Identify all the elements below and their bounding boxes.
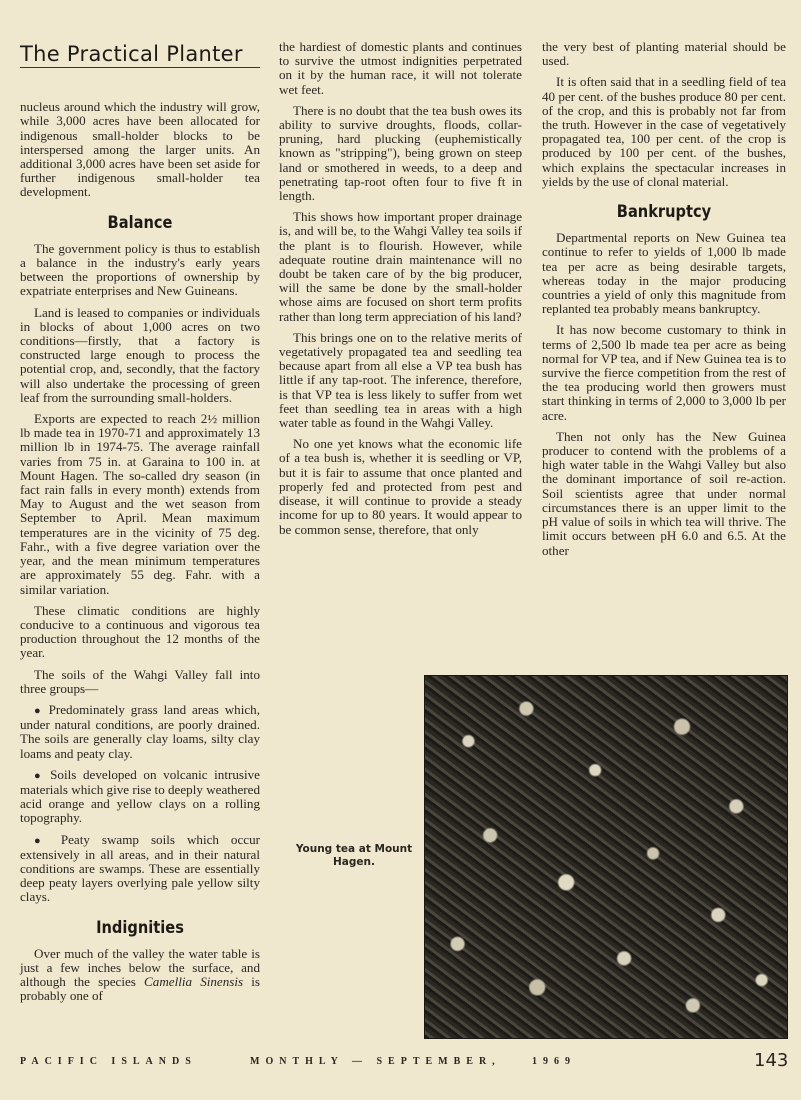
column-3 [542,40,786,565]
subheading-indignities: Indignities [96,917,184,938]
bullet-item [20,768,260,826]
subheading-bankruptcy: Bankruptcy [616,202,712,223]
subheading-balance: Balance [107,212,173,233]
species-name: Camellia Sinensis [144,974,244,990]
paragraph: These climatic conditions are highly conducive to a continuous and vigorous tea production throughout the 12 months of the year. [20,602,260,661]
paragraph: Land is leased to companies or individuals in blocks of about 1,000 acres on two conditions—firstly, that a factory is constructed large enough to process the potential crop, and, secondly, that the factory will also undertake the processing of green leaf from the surrounding small-holders. [20,304,260,405]
paragraph: There is no doubt that the tea bush owes its ability to survive droughts, floods, collar-pruning, hard plucking (euphemistically known as "stripping"), being grown on steep land or smothered in weeds, to a deep and penetrating tap-root often four to five ft in length. [279,102,522,204]
bullet-text: Soils developed on volcanic intrusive materials which give rise to deeply weathered acid orange and yellow clays on a rolling topography. [20,766,260,826]
paragraph: the very best of planting material should be used. [542,39,786,69]
column-2 [279,40,522,544]
text-run: Over much of the valley the water table is just a few inches below the surface, and although the species [20,945,260,990]
paragraph: No one yet knows what the economic life of a tea bush is, whether it is seedling or VP, but it is fair to assume that once planted and properly fed and protected from pest and disease, it will continue to provide a steady income for up to 80 years. It would appear to be common sense, therefore, that only [279,436,522,537]
paragraph: Exports are expected to reach 2½ million lb made tea in 1970-71 and approximately 13 million lb in 1974-75. The average rainfall varies from 75 in. at Garaina to 100 in. at Mount Hagen. The so-called dry season (in fact rain falls in every month) extends from May to August and the wet season from September to April. Mean maximum temperatures are in the vicinity of 75 deg. Fahr., with a five degree variation over the year, and the mean minimum temperatures are approximately 55 deg. Fahr. with a similar variation. [20,411,260,597]
paragraph [20,947,260,1004]
paragraph: This shows how important proper drainage is, and will be, to the Wahgi Valley tea soils if the plant is to flourish. However, while adequate routine drain maintenance will no doubt be taken care of by the big producer, will the same be done by the small-holder whose aims are focused on short term profits rather than long term appreciation of his land? [279,209,522,324]
column-1 [20,40,260,1011]
page-title: The Practical Planter [20,42,243,66]
paragraph: Then not only has the New Guinea producer to contend with the problems of a high water table in the Wahgi Valley but also the dominant importance of soil re-action. Soil scientists agree that under normal circumstances there is an upper limit to the pH value of soils in which tea will thrive. The limit occurs between pH 6.0 and 6.5. At the other [542,428,786,558]
page-number: 143 [754,1050,789,1071]
title-rule [20,67,260,68]
photo-caption: Young tea at Mount Hagen. [295,843,413,868]
paragraph: nucleus around which the industry will grow, while 3,000 acres have been allocated for indigenous small-holder blocks to be interspersed among the larger units. An additional 3,000 acres have been set aside for further indigenous small-holder tea development. [20,99,260,200]
text-run: is probably one of [20,974,260,1004]
paragraph: Departmental reports on New Guinea tea continue to refer to yields of 1,000 lb made tea per acre as being desirable targets, whereas today in the major producing countries a yield of only this magnitude from replanted tea probably means bankruptcy. [542,230,786,317]
tea-bushes-photo [424,675,788,1039]
paragraph: The government policy is thus to establish a balance in the industry's early years between the proportions of ownership by expatriate enterprises and New Guineans. [20,240,260,299]
paragraph: The soils of the Wahgi Valley fall into three groups— [20,666,260,696]
bullet-item [20,703,260,761]
footer-year: 1969 [532,1056,576,1067]
paragraph: This brings one on to the relative merits of vegetatively propagated tea and seedling tea because apart from all else a VP tea bush has little if any tap-root. The inference, therefore, is that VP tea is less likely to suffer from wet feet than seedling tea in areas with a high water table as found in the Wahgi Valley. [279,329,522,431]
paragraph: It has now become customary to think in terms of 2,500 lb made tea per acre as being normal for VP tea, and if New Guinea tea is to survive the fierce competition from the rest of the tea producing world then growers must start thinking in terms of 2,000 to 3,000 lb per acre. [542,322,786,423]
page-footer [20,1050,789,1074]
footer-magazine: PACIFIC ISLANDS [20,1056,197,1067]
bullet-text: Predominately grass land areas which, under natural conditions, are poorly drained. The soils are generally clay loams, silty clay loams and peaty clay. [20,701,260,761]
footer-issue: MONTHLY — SEPTEMBER, [250,1056,501,1067]
paragraph: the hardiest of domestic plants and continues to survive the utmost indignities perpetrated on it by the human race, it will not tolerate wet feet. [279,39,522,97]
bullet-item [20,833,260,905]
bullet-text: Peaty swamp soils which occur extensively in all areas, and in their natural conditions are swamps. These are essentially deep peaty layers overlying pale yellow silty clays. [20,831,260,905]
paragraph: It is often said that in a seedling field of tea 40 per cent. of the bushes produce 80 per cent. of the crop, and this is probably not far from the truth. However in the case of vegetatively propagated tea, 100 per cent. of the crop is produced by 100 per cent. of the bushes, which explains the spectacular increases in yields by the use of clonal material. [542,74,786,189]
